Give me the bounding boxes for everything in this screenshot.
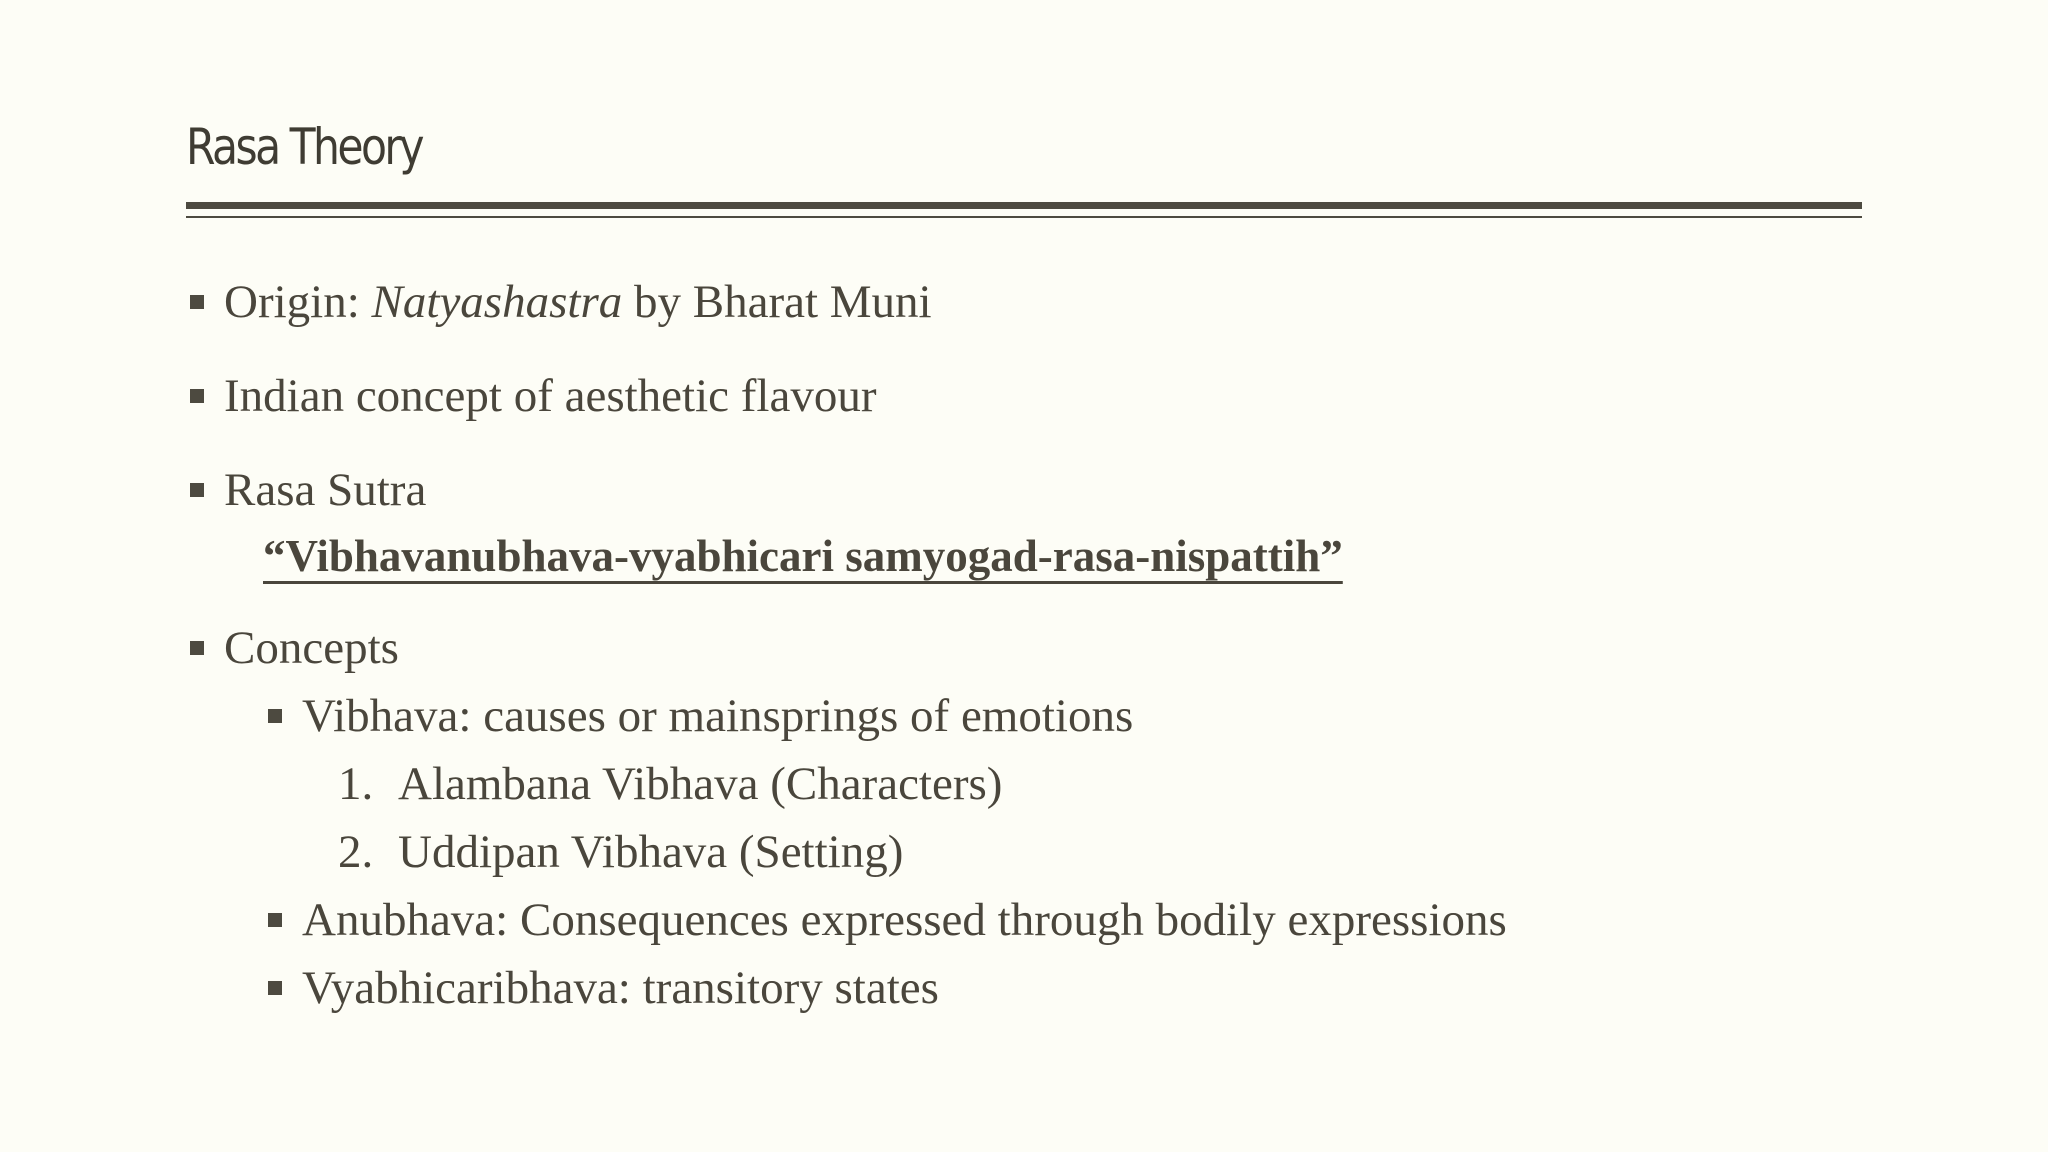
slide-title: Rasa Theory xyxy=(186,118,422,176)
origin-prefix: Origin: xyxy=(224,276,372,328)
bullet-text: Anubhava: Consequences expressed through bodily expressions xyxy=(302,894,1507,946)
sub-bullet-anubhava xyxy=(186,886,1886,954)
bullet-text: Vibhava: causes or mainsprings of emotions xyxy=(302,690,1134,742)
bullet-text: Rasa Sutra xyxy=(224,464,427,516)
origin-suffix: by Bharat Muni xyxy=(622,276,932,328)
bullet-text: Concepts xyxy=(224,622,399,674)
item-number: 2. xyxy=(338,826,374,878)
numbered-item-uddipan xyxy=(186,818,1886,886)
square-bullet-icon xyxy=(190,389,204,403)
item-number: 1. xyxy=(338,758,374,810)
bullet-origin xyxy=(186,268,1886,336)
origin-work: Natyashastra xyxy=(371,276,623,328)
item-text: Uddipan Vibhava (Setting) xyxy=(398,826,904,878)
bullet-rasa-sutra xyxy=(186,456,1886,524)
item-text: Alambana Vibhava (Characters) xyxy=(398,758,1003,810)
numbered-item-alambana xyxy=(186,750,1886,818)
bullet-text: Vyabhicaribhava: transitory states xyxy=(302,962,939,1014)
square-bullet-icon xyxy=(268,981,282,995)
sub-bullet-vibhava xyxy=(186,682,1886,750)
title-rule-thick xyxy=(186,202,1862,209)
rasa-sutra-quote: “Vibhavanubhava-vyabhicari samyogad-rasa-nispattih” xyxy=(263,531,1343,581)
square-bullet-icon xyxy=(190,483,204,497)
bullet-list xyxy=(186,268,1886,1022)
bullet-indian-concept xyxy=(186,362,1886,430)
square-bullet-icon xyxy=(190,295,204,309)
square-bullet-icon xyxy=(268,913,282,927)
sub-bullet-vyabhicaribhava xyxy=(186,954,1886,1022)
square-bullet-icon xyxy=(190,641,204,655)
square-bullet-icon xyxy=(268,709,282,723)
bullet-text: Indian concept of aesthetic flavour xyxy=(224,370,877,422)
bullet-concepts xyxy=(186,614,1886,682)
title-rule-thin xyxy=(186,216,1862,218)
